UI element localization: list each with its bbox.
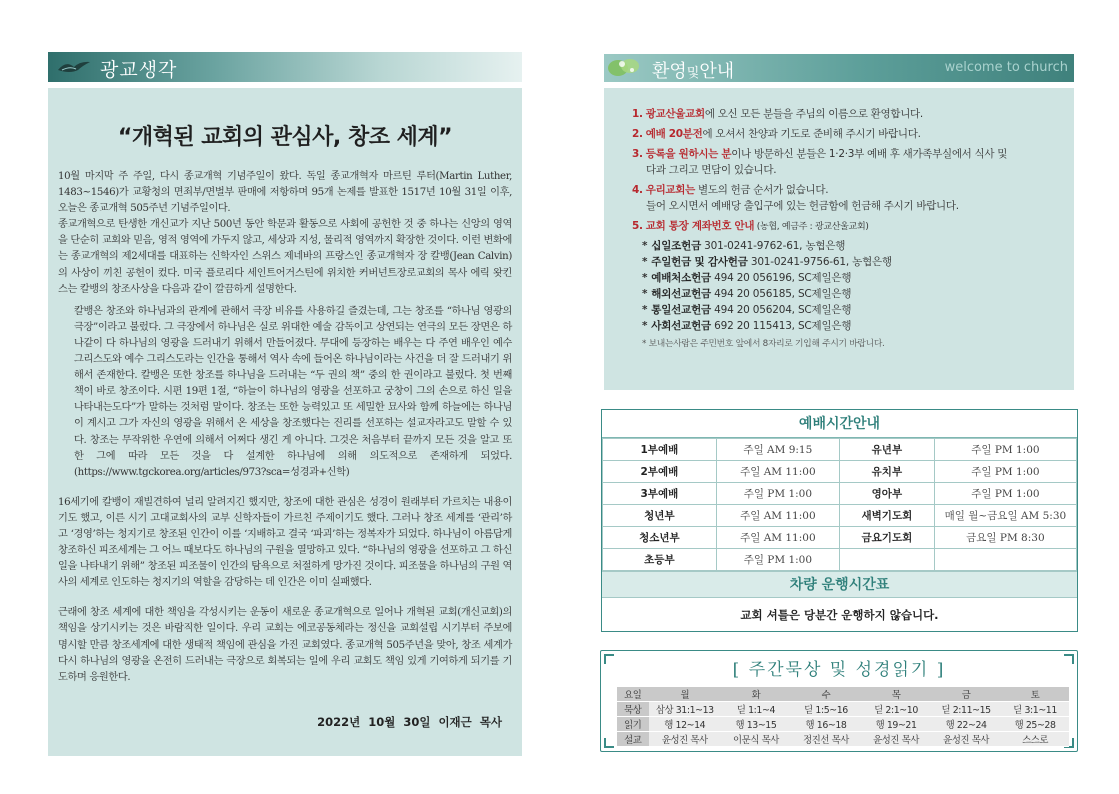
bible-table-header [617, 687, 1069, 702]
bible-reading-table [617, 687, 1069, 747]
welcome-item-detail: 들어 오시면서 예배당 출입구에 있는 헌금함에 헌금해 주시기 바랍니다. [646, 200, 959, 212]
bible-row-label: 설교 [617, 732, 649, 747]
worship-service-name: 청년부 [603, 505, 717, 527]
worship-service-time: 주일 AM 11:00 [716, 505, 839, 527]
bible-cell: 정진선 목사 [791, 732, 861, 747]
worship-service-name: 금요기도회 [839, 527, 934, 549]
bird-icon [56, 58, 92, 76]
article-quote: 칼뱅은 창조와 하나님과의 관계에 관해서 극장 비유를 사용하길 즐겼는데, 그는 창조를 “하나님 영광의 극장”이라고 불렀다. 그 극장에서 하나님은 실로 위대한 예술 감독이고 상연되는 연극의 모든 장면은 하나같이 다 하나님의 영광을 드러내기 위해서 만들어졌다. 무대에 등장하는 배우는 다 주연 배우인 예수 그리스도와 예수 그리스도라는 인간을 통해서 역사 속에 들어온 하나님이라는 사건을 더 잘 드러내기 위해서 존재한다. 칼뱅은 또한 창조를 하나님을 드러내는 “두 권의 책” 중의 한 권이라고 불렀다. 첫 번째 책이 바로 창조이다. 시편 19편 1절, “하늘이 하나님의 영광을 선포하고 궁창이 그의 손으로 하신 일을 나타내는도다”가 말하는 것처럼 말이다. 창조는 또한 능력있고 또 세밀한 묘사와 함께 하늘에는 하나님이 계시고 그가 자신의 영광을 위해서 온 세상을 창조했다는 진리를 선포하는 설교자라고도 말할 수 있다. 창조는 무작위한 우연에 의해서 어쩌다 생긴 게 아니다. 그것은 처음부터 끝까지 모든 것을 알고 또한 그에 따라 모든 것을 다 설계한 하나님에 의해 의도적으로 존재하게 되었다.(https://www.tgckorea.org/articles/973?sca=성경과+신학) [74, 305, 512, 478]
bible-cell: 이문식 목사 [721, 732, 791, 747]
worship-service-name: 초등부 [603, 549, 717, 571]
worship-row [603, 483, 1077, 505]
article-signature: 2022년 10월 30일 이재근 목사 [317, 715, 502, 729]
bible-cell: 딛 1:1~4 [721, 702, 791, 717]
bible-table-row [617, 702, 1069, 717]
bible-day-header: 금 [931, 687, 1001, 702]
left-section-header [48, 52, 522, 82]
right-section-subtitle: welcome to church [944, 60, 1068, 75]
worship-service-name: 청소년부 [603, 527, 717, 549]
bible-table-row [617, 717, 1069, 732]
bible-cell: 행 25~28 [1001, 717, 1069, 732]
worship-service-time: 주일 PM 1:00 [716, 549, 839, 571]
worship-service-name [839, 549, 934, 571]
account-item: * 사회선교헌금 692 20 115413, SC제일은행 [642, 320, 852, 332]
worship-row [603, 549, 1077, 571]
worship-row [603, 505, 1077, 527]
right-section-title: 환영및안내 [652, 61, 735, 82]
bible-cell: 행 13~15 [721, 717, 791, 732]
account-item: * 해외선교헌금 494 20 056185, SC제일은행 [642, 288, 852, 300]
worship-service-time: 주일 PM 1:00 [934, 439, 1076, 461]
welcome-item: 2. 예배 20분전에 오셔서 찬양과 기도로 준비해 주시기 바랍니다. [632, 128, 921, 140]
bible-cell: 행 22~24 [931, 717, 1001, 732]
welcome-box [604, 88, 1074, 390]
bible-cell: 행 19~21 [861, 717, 931, 732]
article-box [48, 88, 522, 756]
account-item: * 통일선교헌금 494 20 056204, SC제일은행 [642, 304, 852, 316]
worship-service-time: 주일 PM 1:00 [934, 461, 1076, 483]
worship-service-time: 주일 PM 1:00 [716, 483, 839, 505]
bible-row-label: 묵상 [617, 702, 649, 717]
worship-row [603, 461, 1077, 483]
article-paragraph: 10월 마지막 주 주일, 다시 종교개혁 기념주일이 왔다. 독일 종교개혁자 마르틴 루터(Martin Luther, 1483~1546)가 교황청의 면죄부/면벌부 판매에 저항하며 95개 논제를 발표한 1517년 10월 31일 이후, 오늘은 종교개혁 505주년 기념주일이다. [58, 171, 512, 215]
welcome-item: 5. 교회 통장 계좌번호 안내 (농협, 예금주 : 광교산울교회) [632, 220, 869, 232]
bible-cell: 윤성진 목사 [649, 732, 721, 747]
account-item: * 주일헌금 및 감사헌금 301-0241-9756-61, 농협은행 [642, 256, 892, 268]
bible-cell: 행 16~18 [791, 717, 861, 732]
worship-service-name: 유치부 [839, 461, 934, 483]
article-paragraph: 16세기에 칼뱅이 재빌견하여 널리 알려지긴 했지만, 창조에 대한 관심은 성경이 원래부터 가르치는 내용이기도 했고, 이른 시기 고대교회사의 교부 신학자들이 가르친 주제이기도 했다. 그러나 창조 세계를 ‘관리’하고 ‘경영’하는 청지기로 창조된 인간이 이를 ‘지배하고 결국 ‘파괴’하는 정복자가 되었다. 하나님이 아름답게 창조하신 피조세계는 그 어느 때보다도 하나님의 구원을 열망하고 있다. “하나님의 영광을 선포하고 그 하신 일을 나타내기 위해” 창조된 피조물이 인간의 탐욕으로 처절하게 망가진 것이다. 피조물을 하나님의 구원 역사의 세계로 인도하는 청지기의 역할을 감당하는 데 인간은 이미 실패했다. [58, 496, 512, 589]
bible-cell: 윤성진 목사 [931, 732, 1001, 747]
bible-cell: 딛 2:11~15 [931, 702, 1001, 717]
account-item: * 십일조헌금 301-0241-9762-61, 농협은행 [642, 240, 846, 252]
worship-service-time: 주일 AM 11:00 [716, 527, 839, 549]
bible-day-header: 화 [721, 687, 791, 702]
car-schedule-text: 교회 셔틀은 당분간 운행하지 않습니다. [602, 597, 1077, 631]
bible-cell: 딛 2:1~10 [861, 702, 931, 717]
account-item: * 예배처소헌금 494 20 056196, SC제일은행 [642, 272, 852, 284]
worship-service-name: 영아부 [839, 483, 934, 505]
article-title: “개혁된 교회의 관심사, 창조 세계” [117, 125, 453, 150]
bible-reading-box [600, 650, 1078, 752]
car-schedule-title: 차량 운행시간표 [602, 571, 1077, 597]
worship-service-time: 주일 PM 1:00 [934, 483, 1076, 505]
worship-schedule [601, 409, 1078, 632]
account-note: * 보내는사람은 주민번호 앞에서 8자리로 기입해 주시기 바랍니다. [642, 339, 885, 349]
bible-table-row [617, 732, 1069, 747]
bible-day-header: 월 [649, 687, 721, 702]
worship-service-name: 1부예배 [603, 439, 717, 461]
worship-row [603, 527, 1077, 549]
worship-row [603, 439, 1077, 461]
bible-cell: 딛 3:1~11 [1001, 702, 1069, 717]
bible-cell: 스스로 [1001, 732, 1069, 747]
worship-service-time: 주일 AM 9:15 [716, 439, 839, 461]
welcome-item: 3. 등록을 원하시는 분이나 방문하신 분들은 1·2·3부 예배 후 새가족부실에서 식사 및 [632, 148, 1008, 160]
welcome-item: 1. 광교산울교회에 오신 모든 분들을 주님의 이름으로 환영합니다. [632, 108, 923, 120]
left-section-title: 광교생각 [100, 59, 178, 81]
bible-day-header: 토 [1001, 687, 1069, 702]
bible-day-header: 수 [791, 687, 861, 702]
bible-cell: 삼상 31:1~13 [649, 702, 721, 717]
bible-cell: 윤성진 목사 [861, 732, 931, 747]
bible-cell: 딛 1:5~16 [791, 702, 861, 717]
article-body [58, 96, 512, 744]
bible-cell: 행 12~14 [649, 717, 721, 732]
worship-service-name: 3부예배 [603, 483, 717, 505]
worship-service-name: 유년부 [839, 439, 934, 461]
bible-day-header: 목 [861, 687, 931, 702]
bible-reading-title: [ 주간묵상 및 성경읽기 ] [732, 660, 946, 680]
leaf-icon [606, 56, 646, 80]
worship-service-time: 주일 AM 11:00 [716, 461, 839, 483]
article-paragraph: 근래에 창조 세계에 대한 책임을 각성시키는 운동이 새로운 종교개혁으로 일어나 개혁된 교회(개신교회)의 책임을 상기시키는 것은 바람직한 일이다. 우리 교회는 에코공동체라는 정신을 교회설립 시기부터 주보에 명시할 만큼 창조세계에 대한 생태적 책임에 관심을 가진 교회였다. 종교개혁 505주년을 맞아, 창조 세계가 다시 하나님의 영광을 온전히 드러내는 극장으로 회복되는 일에 우리 교회도 책임 있게 기여하게 되기를 기도하며 응원한다. [58, 607, 512, 683]
worship-service-time: 금요일 PM 8:30 [934, 527, 1076, 549]
article-paragraph: 종교개혁으로 탄생한 개신교가 지난 500년 동안 학문과 활동으로 사회에 공헌한 것 중 하나는 신앙의 영역을 단순히 교회와 믿음, 영적 영역에 가두지 않고, 세상과 지성, 물리적 영역까지 확장한 것이다. 이런 변화에는 종교개혁의 제2세대를 대표하는 신학자인 스위스 제네바의 프랑스인 종교개혁자 장 칼뱅(Jean Calvin)의 사상이 끼친 공헌이 컸다. 미국 플로리다 세인트어거스틴에 위치한 커버넌트장로교회의 목사 에릭 왓킨스는 칼뱅의 창조사상을 다음과 같이 깔끔하게 설명한다. [58, 219, 512, 295]
right-section-header [604, 54, 1074, 82]
worship-service-name: 새벽기도회 [839, 505, 934, 527]
worship-service-name: 2부예배 [603, 461, 717, 483]
worship-table [602, 438, 1077, 571]
bible-day-header: 요일 [617, 687, 649, 702]
welcome-item: 4. 우리교회는 별도의 헌금 순서가 없습니다. [632, 184, 829, 196]
worship-service-time: 매일 월~금요일 AM 5:30 [934, 505, 1076, 527]
worship-title: 예배시간안내 [602, 410, 1077, 438]
welcome-item-detail: 다과 그리고 면담이 있습니다. [646, 164, 777, 176]
bible-row-label: 읽기 [617, 717, 649, 732]
worship-service-time [934, 549, 1076, 571]
